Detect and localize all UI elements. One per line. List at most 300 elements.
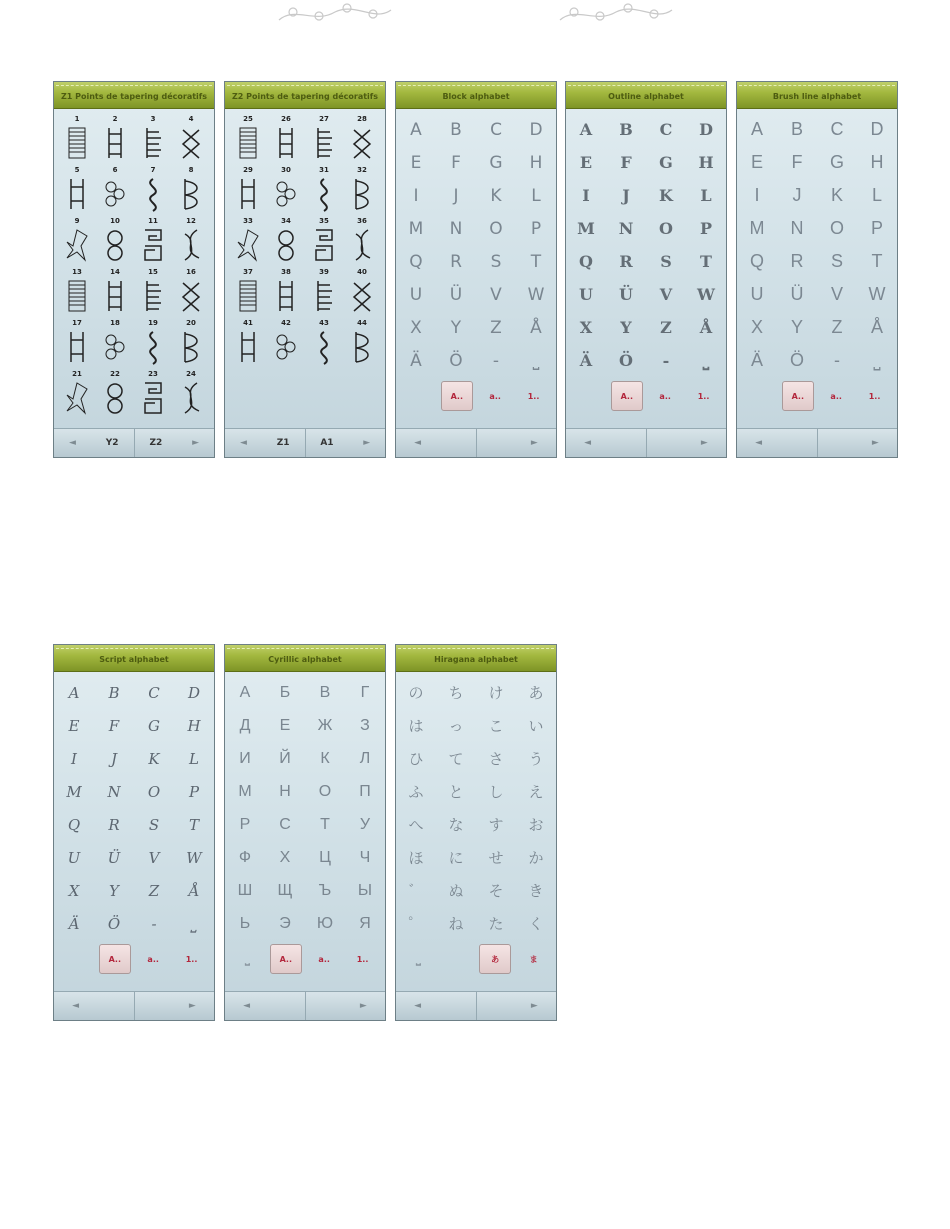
character-key[interactable]: ⎵ [190, 914, 197, 933]
stitch-button[interactable] [229, 166, 267, 217]
character-key[interactable]: D [699, 120, 713, 139]
character-key[interactable]: G [829, 152, 844, 172]
character-key[interactable]: Q [67, 815, 81, 834]
character-key[interactable]: C [830, 119, 844, 139]
character-key[interactable]: D [529, 119, 543, 140]
toggle-button[interactable]: a.. [318, 954, 330, 964]
character-key[interactable]: T [530, 251, 542, 272]
character-key[interactable]: Ö [449, 350, 463, 371]
character-key[interactable]: K [659, 186, 673, 205]
stitch-number: 15 [148, 268, 158, 276]
character-key[interactable]: Й [279, 749, 291, 767]
character-key[interactable]: E [750, 152, 763, 172]
stitch-button[interactable] [229, 319, 267, 370]
case-toggle-row [54, 942, 214, 976]
character-key[interactable]: へ [408, 816, 424, 834]
character-key[interactable]: U [579, 285, 593, 304]
stitch-number: 44 [357, 319, 367, 327]
character-key[interactable]: す [488, 816, 504, 834]
character-key[interactable]: E [410, 152, 422, 173]
character-key[interactable]: B [108, 683, 120, 702]
character-key[interactable]: J [453, 185, 459, 206]
character-key[interactable]: M [577, 219, 595, 238]
stitch-button[interactable] [96, 217, 134, 268]
character-key[interactable]: L [189, 749, 199, 768]
stitch-button[interactable] [229, 217, 267, 268]
stitch-button[interactable] [134, 217, 172, 268]
toggle-button[interactable]: あ [479, 944, 511, 974]
toggle-button[interactable]: A.. [782, 381, 814, 411]
character-key[interactable]: R [790, 251, 804, 271]
character-key[interactable]: Ъ [318, 881, 332, 899]
character-key[interactable]: G [148, 716, 160, 735]
stitch-button[interactable] [96, 370, 134, 421]
character-key[interactable]: A [750, 119, 763, 139]
character-key[interactable]: て [448, 750, 464, 768]
character-key[interactable]: P [530, 218, 542, 239]
character-key[interactable]: け [488, 684, 504, 702]
panel-z1-stitches [53, 81, 215, 458]
toggle-button[interactable]: 1.. [697, 391, 710, 401]
character-key[interactable]: Ü [790, 284, 804, 304]
toggle-button[interactable]: 1.. [185, 954, 198, 964]
character-key[interactable]: ね [448, 915, 464, 933]
stitch-button[interactable] [267, 268, 305, 319]
character-key[interactable]: R [450, 251, 462, 272]
character-key[interactable]: Ч [359, 848, 371, 866]
character-key[interactable]: V [490, 284, 502, 305]
character-key[interactable]: Е [279, 716, 291, 734]
prev-menu-button[interactable] [54, 429, 134, 457]
character-key[interactable]: Y [790, 317, 803, 337]
character-key[interactable]: Z [831, 317, 843, 337]
character-key[interactable]: F [108, 716, 120, 735]
panel-brush-line-alphabet [736, 81, 898, 458]
stitch-button[interactable] [229, 115, 267, 166]
next-menu-button[interactable] [817, 429, 898, 457]
stitch-button[interactable] [305, 319, 343, 370]
character-key[interactable]: H [529, 152, 543, 173]
stitch-pattern-icon [177, 226, 205, 264]
character-key[interactable]: Ä [68, 914, 80, 933]
character-key[interactable]: ⎵ [873, 350, 881, 370]
stitch-pattern-icon [101, 175, 129, 213]
character-key[interactable]: E [579, 153, 593, 172]
character-key[interactable]: F [451, 152, 461, 173]
stitch-pattern-icon [310, 277, 338, 315]
character-key[interactable]: L [871, 185, 882, 205]
stitch-button[interactable] [172, 319, 210, 370]
character-key[interactable]: ⎵ [702, 350, 710, 370]
stitch-button[interactable] [172, 268, 210, 319]
character-key[interactable]: O [659, 219, 673, 238]
character-key[interactable]: お [528, 816, 544, 834]
character-key[interactable]: Ф [238, 848, 252, 866]
character-key[interactable]: Q [579, 252, 593, 271]
character-key[interactable]: - [834, 350, 840, 370]
character-key[interactable]: K [830, 185, 843, 205]
stitch-number: 2 [112, 115, 118, 123]
character-grid-area [54, 672, 214, 992]
character-key[interactable]: T [188, 815, 199, 834]
character-key[interactable]: H [698, 153, 714, 172]
character-key[interactable]: Ä [410, 350, 422, 371]
character-key[interactable]: い [528, 717, 544, 735]
character-key[interactable]: Ä [750, 350, 763, 370]
character-key[interactable]: V [659, 285, 673, 304]
character-key[interactable]: Ы [357, 881, 373, 899]
character-key[interactable]: Л [359, 749, 371, 767]
character-key[interactable]: К [320, 749, 330, 767]
character-key[interactable]: А [239, 683, 251, 701]
character-key[interactable]: Å [530, 317, 542, 338]
stitch-button[interactable] [96, 166, 134, 217]
character-key[interactable]: こ [488, 717, 504, 735]
character-key[interactable]: そ [488, 882, 504, 900]
character-key[interactable]: U [67, 848, 81, 867]
character-key[interactable]: は [408, 717, 424, 735]
character-key[interactable]: さ [488, 750, 504, 768]
character-key[interactable]: ゛ [408, 882, 424, 900]
stitch-button[interactable] [172, 115, 210, 166]
character-key[interactable]: U [409, 284, 423, 305]
next-menu-button[interactable] [476, 429, 557, 457]
character-key[interactable]: え [528, 783, 544, 801]
character-key[interactable]: С [279, 815, 291, 833]
character-key[interactable]: I [413, 185, 419, 206]
character-key[interactable]: Р [239, 815, 251, 833]
stitch-button[interactable] [96, 319, 134, 370]
stitch-number: 27 [319, 115, 329, 123]
character-key[interactable]: C [659, 120, 673, 139]
character-key[interactable]: N [618, 219, 634, 238]
character-key[interactable]: W [527, 284, 545, 305]
character-key[interactable]: く [528, 915, 544, 933]
character-key[interactable]: Ь [239, 914, 251, 932]
character-key[interactable]: B [450, 119, 462, 140]
character-key[interactable]: H [187, 716, 201, 735]
stitch-button[interactable] [58, 217, 96, 268]
character-key[interactable]: A [579, 120, 593, 139]
stitch-number: 16 [186, 268, 196, 276]
prev-menu-button[interactable] [396, 992, 476, 1020]
toggle-button[interactable]: 1.. [527, 391, 540, 401]
character-key[interactable]: G [659, 153, 673, 172]
stitch-button[interactable] [305, 268, 343, 319]
panel-footer [566, 428, 726, 457]
character-key[interactable]: F [620, 153, 632, 172]
panel-footer [225, 428, 385, 457]
character-key[interactable]: Y [109, 881, 119, 900]
toggle-button[interactable]: a.. [830, 391, 842, 401]
character-key[interactable]: ゜ [408, 915, 424, 933]
next-menu-button[interactable] [305, 992, 386, 1020]
prev-menu-button[interactable] [566, 429, 646, 457]
panel-footer [54, 428, 214, 457]
character-key[interactable]: な [448, 816, 464, 834]
stitch-button[interactable] [134, 115, 172, 166]
character-key[interactable]: っ [448, 717, 464, 735]
prev-menu-button[interactable] [396, 429, 476, 457]
character-key[interactable]: J [622, 186, 630, 205]
next-menu-button[interactable] [305, 429, 386, 457]
character-key[interactable]: S [830, 251, 843, 271]
character-key[interactable]: Г [360, 683, 370, 701]
toggle-button[interactable]: 1.. [868, 391, 881, 401]
next-menu-button[interactable] [134, 429, 215, 457]
character-key[interactable]: X [410, 317, 422, 338]
toggle-button[interactable]: A.. [441, 381, 473, 411]
character-key[interactable]: X [579, 318, 593, 337]
character-key[interactable]: ほ [408, 849, 424, 867]
character-key[interactable]: P [188, 782, 200, 801]
character-key[interactable]: R [619, 252, 633, 271]
character-key[interactable]: Ж [317, 716, 333, 734]
character-key[interactable]: J [792, 185, 802, 205]
character-key[interactable]: Б [279, 683, 291, 701]
character-key[interactable]: Ü [619, 285, 633, 304]
character-key[interactable]: P [870, 218, 883, 238]
toggle-button[interactable]: a.. [147, 954, 159, 964]
character-key[interactable]: ひ [408, 750, 424, 768]
character-key[interactable]: F [791, 152, 803, 172]
character-key[interactable]: C [148, 683, 160, 702]
character-key[interactable]: A [68, 683, 80, 702]
character-key[interactable]: Щ [277, 881, 293, 899]
stitch-number: 19 [148, 319, 158, 327]
prev-menu-button[interactable] [225, 992, 305, 1020]
character-key[interactable]: S [660, 252, 672, 271]
stitch-button[interactable] [267, 115, 305, 166]
stitch-button[interactable] [58, 268, 96, 319]
toggle-button[interactable]: A.. [270, 944, 302, 974]
case-toggle-row [737, 379, 897, 413]
character-key[interactable]: ぬ [448, 882, 464, 900]
panel-footer [225, 991, 385, 1020]
toggle-button[interactable]: ⎵ [244, 951, 250, 966]
character-key[interactable]: X [750, 317, 763, 337]
character-key[interactable]: И [239, 749, 251, 767]
panel-title: Hiragana alphabet [396, 645, 556, 672]
character-key[interactable]: D [870, 119, 884, 139]
character-key[interactable]: W [868, 284, 886, 304]
character-key[interactable]: M [66, 782, 82, 801]
character-key[interactable]: あ [528, 684, 544, 702]
stitch-button[interactable] [172, 370, 210, 421]
prev-menu-button[interactable] [737, 429, 817, 457]
character-key[interactable]: ふ [408, 783, 424, 801]
character-key[interactable]: Y [620, 318, 632, 337]
character-key[interactable]: Т [320, 815, 330, 833]
character-key[interactable]: Ä [579, 351, 593, 370]
character-key[interactable]: T [871, 251, 883, 271]
stitch-button[interactable] [305, 217, 343, 268]
character-key[interactable]: I [754, 185, 760, 205]
stitch-button[interactable] [267, 319, 305, 370]
toggle-button[interactable]: A.. [99, 944, 131, 974]
arrow-right-icon: ► [192, 438, 200, 448]
character-key[interactable]: Q [409, 251, 423, 272]
character-key[interactable]: B [790, 119, 803, 139]
character-key[interactable]: I [582, 186, 590, 205]
character-key[interactable]: I [71, 749, 77, 768]
stitch-button[interactable] [58, 319, 96, 370]
panel-title: Outline alphabet [566, 82, 726, 109]
character-key[interactable]: G [489, 152, 503, 173]
character-key[interactable]: の [408, 684, 424, 702]
character-key[interactable]: Ö [107, 914, 121, 933]
character-key[interactable]: ち [448, 684, 464, 702]
character-key[interactable]: Ö [789, 350, 804, 370]
character-key[interactable]: N [107, 782, 121, 801]
character-key[interactable]: K [148, 749, 160, 768]
character-key[interactable]: と [448, 783, 464, 801]
character-key[interactable]: Ю [316, 914, 334, 932]
character-key[interactable]: Y [450, 317, 462, 338]
character-key[interactable]: П [359, 782, 371, 800]
stitch-button[interactable] [58, 115, 96, 166]
character-key[interactable]: Ü [107, 848, 121, 867]
stitch-button[interactable] [134, 268, 172, 319]
character-key[interactable]: ⎵ [532, 350, 540, 371]
character-key[interactable]: U [750, 284, 764, 304]
character-key[interactable]: Д [239, 716, 251, 734]
stitch-button[interactable] [267, 217, 305, 268]
character-key[interactable]: V [830, 284, 843, 304]
character-key[interactable]: V [148, 848, 160, 867]
character-key[interactable]: W [186, 848, 202, 867]
prev-menu-button[interactable] [54, 992, 134, 1020]
stitch-button[interactable] [229, 268, 267, 319]
stitch-number: 29 [243, 166, 253, 174]
character-key[interactable]: В [319, 683, 331, 701]
character-key[interactable]: せ [488, 849, 504, 867]
character-key[interactable]: X [68, 881, 80, 900]
character-key[interactable]: L [700, 186, 712, 205]
stitch-button[interactable] [343, 268, 381, 319]
character-key[interactable]: S [490, 251, 502, 272]
arrow-left-icon: ◄ [243, 1001, 251, 1011]
toggle-button[interactable]: a.. [659, 391, 671, 401]
floral-ornament-right [556, 0, 676, 26]
arrow-right-icon: ► [871, 438, 879, 448]
stitch-button[interactable] [343, 115, 381, 166]
next-menu-button[interactable] [646, 429, 727, 457]
character-key[interactable]: P [699, 219, 713, 238]
toggle-button[interactable]: 1.. [356, 954, 369, 964]
character-key[interactable]: M [749, 218, 765, 238]
character-key[interactable]: C [490, 119, 502, 140]
stitch-button[interactable] [343, 166, 381, 217]
character-key[interactable]: O [147, 782, 161, 801]
character-key[interactable]: З [360, 716, 370, 734]
character-key[interactable]: Z [490, 317, 502, 338]
character-key[interactable]: - [492, 350, 500, 371]
character-key[interactable]: Ö [619, 351, 633, 370]
stitch-button[interactable] [58, 370, 96, 421]
toggle-button[interactable]: A.. [611, 381, 643, 411]
case-toggle-row [396, 942, 556, 976]
character-key[interactable]: T [700, 252, 712, 271]
character-key[interactable]: Н [279, 782, 291, 800]
stitch-button[interactable] [343, 217, 381, 268]
stitch-button[interactable] [96, 268, 134, 319]
character-key[interactable]: か [528, 849, 544, 867]
character-key[interactable]: Э [279, 914, 291, 932]
character-key[interactable]: M [408, 218, 424, 239]
character-key[interactable]: S [148, 815, 160, 834]
character-key[interactable]: D [187, 683, 201, 702]
character-key[interactable]: う [528, 750, 544, 768]
stitch-button[interactable] [343, 319, 381, 370]
stitch-button[interactable] [58, 166, 96, 217]
stitch-button[interactable] [134, 319, 172, 370]
stitch-button[interactable] [96, 115, 134, 166]
stitch-number: 33 [243, 217, 253, 225]
stitch-button[interactable] [134, 166, 172, 217]
character-key[interactable]: き [528, 882, 544, 900]
character-key[interactable]: O [829, 218, 844, 238]
character-key[interactable]: R [108, 815, 120, 834]
character-key[interactable]: J [110, 749, 117, 768]
stitch-button[interactable] [267, 166, 305, 217]
stitch-button[interactable] [305, 166, 343, 217]
stitch-button[interactable] [172, 166, 210, 217]
toggle-button[interactable]: ⎵ [415, 951, 421, 966]
stitch-button[interactable] [172, 217, 210, 268]
character-key[interactable]: Ш [237, 881, 253, 899]
toggle-button[interactable]: ま [529, 954, 538, 964]
next-menu-button[interactable] [134, 992, 215, 1020]
character-key[interactable]: に [448, 849, 464, 867]
character-key[interactable]: О [318, 782, 332, 800]
character-key[interactable]: У [359, 815, 371, 833]
character-key[interactable]: М [238, 782, 252, 800]
character-key[interactable]: B [619, 120, 633, 139]
character-key[interactable]: た [488, 915, 504, 933]
prev-menu-button[interactable] [225, 429, 305, 457]
character-key[interactable]: Х [279, 848, 291, 866]
character-key[interactable]: Å [699, 318, 713, 337]
character-key[interactable]: K [490, 185, 502, 206]
character-key[interactable]: Q [749, 251, 764, 271]
character-key[interactable]: H [870, 152, 884, 172]
stitch-button[interactable] [134, 370, 172, 421]
character-key[interactable]: Ü [449, 284, 463, 305]
character-key[interactable]: O [489, 218, 503, 239]
stitch-number: 28 [357, 115, 367, 123]
character-key[interactable]: - [662, 351, 670, 370]
character-key[interactable]: Å [188, 881, 200, 900]
stitch-button[interactable] [305, 115, 343, 166]
toggle-button[interactable]: a.. [489, 391, 501, 401]
character-key[interactable]: Ц [319, 848, 331, 866]
stitch-number: 35 [319, 217, 329, 225]
character-key[interactable]: L [531, 185, 541, 206]
character-key[interactable]: N [790, 218, 804, 238]
character-key[interactable]: Z [148, 881, 160, 900]
character-key[interactable]: E [68, 716, 80, 735]
character-key[interactable]: し [488, 783, 504, 801]
next-menu-button[interactable] [476, 992, 557, 1020]
character-key[interactable]: Я [359, 914, 371, 932]
character-key[interactable]: W [697, 285, 715, 304]
character-key[interactable]: Å [870, 317, 883, 337]
character-key[interactable]: Z [660, 318, 672, 337]
character-key[interactable]: - [151, 914, 157, 933]
character-key[interactable]: A [410, 119, 422, 140]
character-key[interactable]: N [449, 218, 463, 239]
